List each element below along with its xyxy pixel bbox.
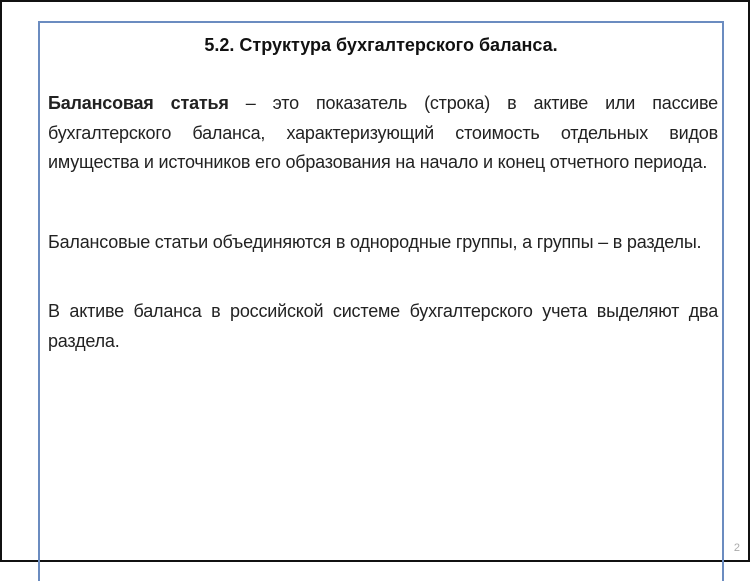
page-number: 2 (733, 542, 740, 554)
paragraph-definition (48, 89, 718, 178)
content-box (38, 21, 724, 581)
paragraph-groups: Балансовые статьи объединяются в однородные группы, а группы – в разделы. (48, 232, 702, 252)
paragraph-sections: В активе баланса в российской системе бухгалтерского учета выделяют два раздела. (48, 301, 718, 351)
slide-title: 5.2. Структура бухгалтерского баланса. (204, 35, 558, 55)
definition-text: – это показатель (строка) в активе или пассиве бухгалтерского баланса, характеризующий стоимость отдельных видов имущества и источников его образования на начало и конец отчетного периода. (48, 93, 718, 172)
term: Балансовая статья (48, 93, 229, 113)
